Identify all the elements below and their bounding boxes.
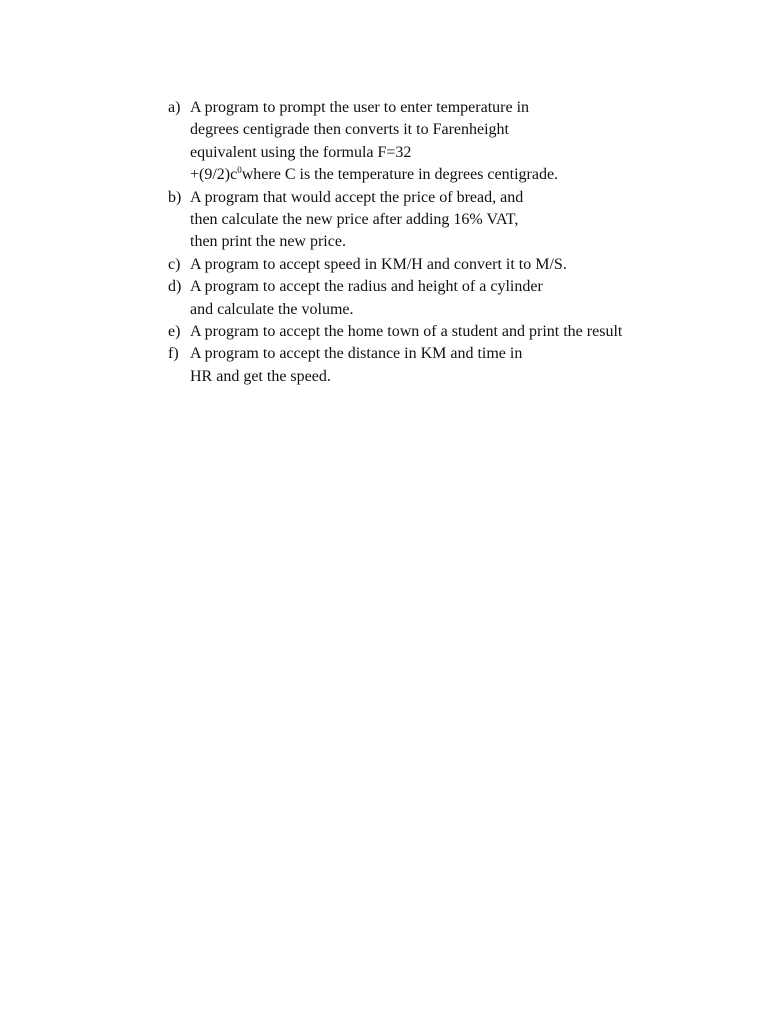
list-item-text — [190, 254, 648, 276]
list-marker: a) — [168, 99, 181, 116]
text-line: then calculate the new price after adding 16% VAT, — [190, 211, 519, 229]
text-line: A program to accept speed in KM/H and convert it to M/S. — [190, 255, 567, 273]
list-item-e — [168, 321, 648, 343]
text-line: A program to accept the home town of a student and print the result — [190, 323, 623, 341]
text-line: HR and get the speed. — [190, 367, 331, 385]
formula-prefix: +(9/2)c — [190, 166, 238, 184]
list-item-text — [190, 187, 648, 254]
list-item-text — [190, 343, 648, 388]
formula-line — [190, 164, 648, 186]
list-marker: b) — [168, 188, 182, 206]
program-exercise-list — [168, 97, 648, 388]
list-item-text — [190, 97, 648, 187]
formula-superscript: 0 — [237, 165, 242, 176]
list-marker: f) — [168, 345, 179, 363]
list-item-text — [190, 321, 648, 343]
text-line: A program that would accept the price of bread, and — [190, 188, 524, 206]
text-line: equivalent using the formula F=32 — [190, 143, 412, 161]
list-item-text — [190, 276, 648, 321]
text-line: A program to prompt the user to enter temperature in — [190, 99, 530, 116]
formula-suffix: where C is the temperature in degrees centigrade. — [241, 166, 559, 184]
list-item-b — [168, 187, 648, 254]
text-line: A program to accept the distance in KM and time in — [190, 345, 523, 363]
text-line: A program to accept the radius and height of a cylinder — [190, 278, 543, 296]
text-line: and calculate the volume. — [190, 300, 354, 318]
text-line: then print the new price. — [190, 233, 346, 251]
list-item-c — [168, 254, 648, 276]
list-marker: d) — [168, 278, 182, 296]
list-marker: e) — [168, 323, 181, 341]
list-item-d — [168, 276, 648, 321]
text-line: degrees centigrade then converts it to Farenheight — [190, 121, 509, 139]
list-item-f — [168, 343, 648, 388]
list-item-a — [168, 97, 648, 187]
list-marker: c) — [168, 255, 181, 273]
